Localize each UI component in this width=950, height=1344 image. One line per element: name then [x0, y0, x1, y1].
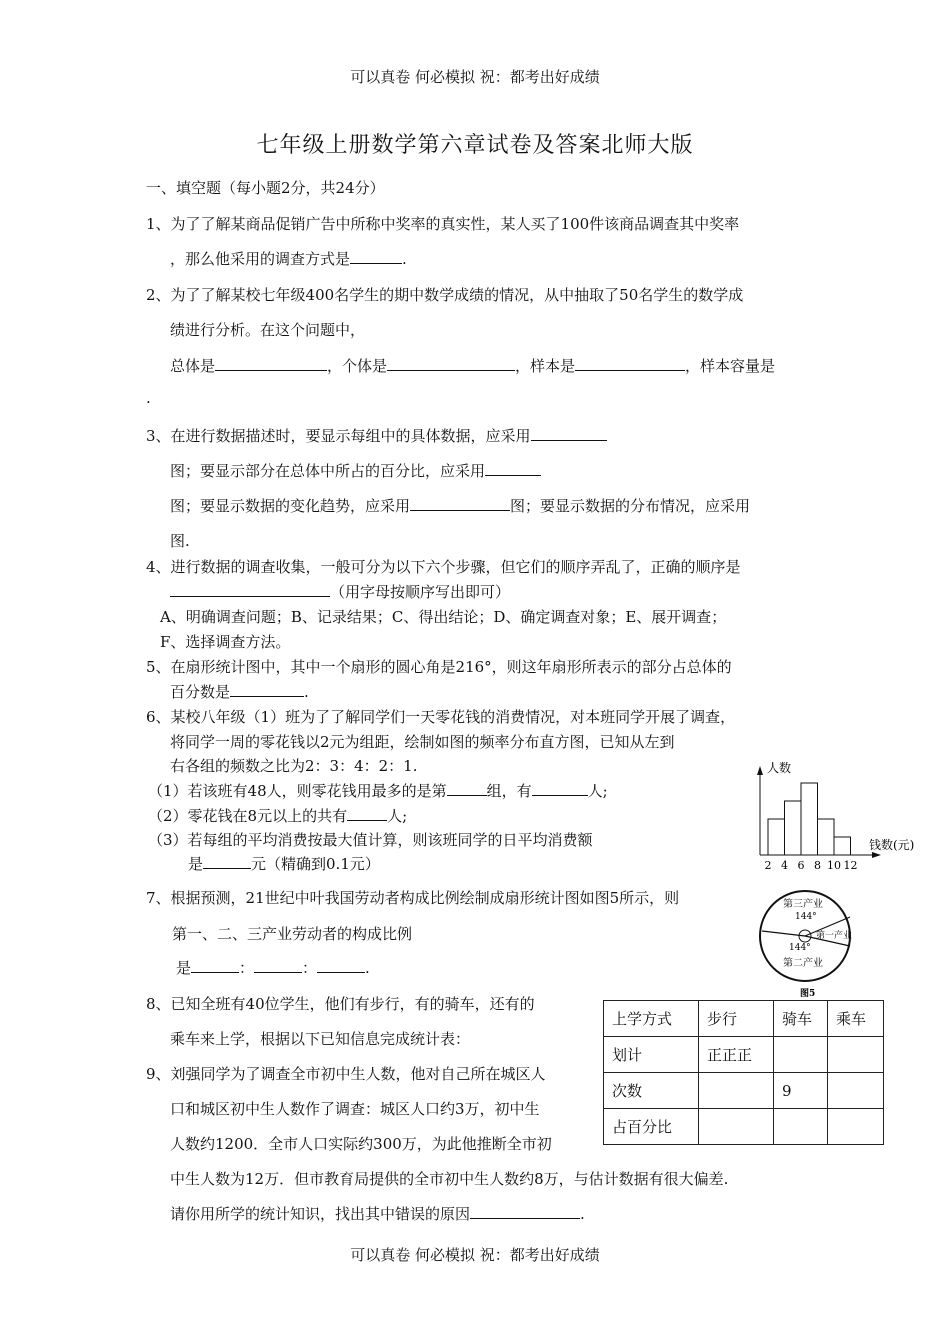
- table-cell[interactable]: [699, 1109, 774, 1145]
- page-title: 七年级上册数学第六章试卷及答案北师大版: [256, 133, 694, 158]
- pie-figure: [755, 884, 860, 1002]
- table-cell: 划计: [604, 1037, 699, 1073]
- table-header: 上学方式: [604, 1001, 699, 1037]
- q3-line2: 图；要显示部分在总体中所占的百分比，应采用: [170, 460, 541, 481]
- q9-line1: 9、刘强同学为了调查全市初中生人数，他对自己所在城区人: [146, 1065, 546, 1083]
- table-cell[interactable]: [699, 1073, 774, 1109]
- q3-line1: 3、在进行数据描述时，要显示每组中的具体数据，应采用: [146, 425, 607, 446]
- table-cell: 占百分比: [604, 1109, 699, 1145]
- q4-line3: A、明确调查问题；B、记录结果；C、得出结论；D、确定调查对象；E、展开调查；: [160, 608, 727, 626]
- table-cell[interactable]: [774, 1109, 828, 1145]
- q3-line4: 图.: [170, 532, 190, 550]
- histogram-bar: [801, 783, 818, 855]
- table-header-row: [604, 1001, 884, 1037]
- histogram-tick-label: 4: [781, 859, 788, 872]
- table-row: [604, 1109, 884, 1145]
- answer-blank[interactable]: [532, 781, 588, 796]
- q1-line1: 1、为了了解某商品促销广告中所称中奖率的真实性，某人买了100件该商品调查其中奖率: [146, 215, 740, 233]
- pie-label-second: 第二产业: [783, 958, 823, 969]
- q3-line3: 图；要显示数据的变化趋势，应采用 图；要显示数据的分布情况，应采用: [170, 497, 751, 515]
- histogram-bar: [768, 819, 785, 855]
- q6-line3: 右各组的频数之比为2：3：4：2：1.: [170, 757, 418, 775]
- page-header: 可以真卷 何必模拟 祝：都考出好成绩: [350, 68, 600, 86]
- q4-line2: （用字母按顺序写出即可）: [170, 581, 510, 602]
- q7-line3: 是 ： ： .: [176, 959, 370, 977]
- y-axis-arrow: [757, 766, 763, 775]
- table-cell: 次数: [604, 1073, 699, 1109]
- pie-angle-third: 144°: [795, 912, 817, 922]
- table-header: 步行: [699, 1001, 774, 1037]
- table-cell[interactable]: [774, 1037, 828, 1073]
- table-row: [604, 1037, 884, 1073]
- q9-line4: 中生人数为12万．但市教育局提供的全市初中生人数约8万，与估计数据有很大偏差.: [170, 1170, 729, 1188]
- answer-blank[interactable]: [531, 426, 607, 441]
- pie-angle-second: 144°: [789, 943, 811, 953]
- answer-blank[interactable]: [485, 461, 541, 476]
- table-cell[interactable]: 正正正: [699, 1037, 774, 1073]
- answer-blank[interactable]: [317, 958, 365, 973]
- answer-blank[interactable]: [230, 682, 304, 697]
- histogram-bar: [818, 819, 835, 855]
- histogram-bar: [834, 837, 851, 855]
- q6-sub1: （1）若该班有48人，则零花钱用最多的是第 组，有 人;: [148, 782, 608, 800]
- q6-line2: 将同学一周的零花钱以2元为组距，绘制如图的频率分布直方图，已知从左到: [170, 733, 675, 751]
- q5-line1: 5、在扇形统计图中，其中一个扇形的圆心角是216°，则这年扇形所表示的部分占总体的: [146, 658, 732, 676]
- answer-blank[interactable]: [215, 356, 327, 371]
- histogram-tick-label: 2: [764, 859, 772, 872]
- answer-blank[interactable]: [447, 781, 487, 796]
- q9-line2: 口和城区初中生人数作了调查：城区人口约3万，初中生: [170, 1100, 540, 1118]
- table-cell[interactable]: [828, 1037, 884, 1073]
- section-heading: 一、填空题（每小题2分，共24分）: [146, 179, 385, 197]
- q4-line4: F、选择调查方法。: [160, 633, 291, 651]
- histogram-tick-label: 8: [814, 859, 821, 872]
- answer-blank[interactable]: [203, 854, 251, 869]
- q2-line1: 2、为了了解某校七年级400名学生的期中数学成绩的情况，从中抽取了50名学生的数学成: [146, 286, 744, 304]
- answer-blank[interactable]: [347, 806, 387, 821]
- q4-line1: 4、进行数据的调查收集，一般可分为以下六个步骤，但它们的顺序弄乱了，正确的顺序是: [146, 558, 741, 576]
- table-cell[interactable]: [828, 1109, 884, 1145]
- q8-line1: 8、已知全班有40位学生，他们有步行，有的骑车，还有的: [146, 995, 535, 1013]
- page-footer: 可以真卷 何必模拟 祝：都考出好成绩: [350, 1246, 600, 1264]
- q5-line2: 百分数是 .: [170, 683, 309, 701]
- answer-blank[interactable]: [410, 496, 510, 511]
- q2-line3: 总体是 ，个体是 ，样本是 ，样本容量是: [170, 357, 776, 375]
- histogram-tick-label: 6: [797, 859, 805, 872]
- q2-line2: 绩进行分析。在这个问题中，: [170, 321, 366, 339]
- table-cell[interactable]: 9: [774, 1073, 828, 1109]
- q6-sub3: （3）若每组的平均消费按最大值计算，则该班同学的日平均消费额: [148, 831, 593, 849]
- q1-line2: ，那么他采用的调查方式是 .: [170, 250, 407, 268]
- histogram-figure: [745, 752, 930, 877]
- q9-line5: 请你用所学的统计知识，找出其中错误的原因 .: [170, 1205, 585, 1223]
- table-header: 骑车: [774, 1001, 828, 1037]
- histogram-tick-label: 12: [843, 859, 858, 872]
- q2-line4: .: [146, 389, 151, 407]
- x-axis-arrow: [872, 852, 881, 858]
- q7-line1: 7、根据预测，21世纪中叶我国劳动者构成比例绘制成扇形统计图如图5所示，则: [146, 889, 680, 907]
- q7-line2: 第一、二、三产业劳动者的构成比例: [172, 925, 413, 943]
- pie-label-first: 第一产业: [816, 931, 853, 941]
- answer-blank[interactable]: [191, 958, 239, 973]
- x-axis-label: 钱数(元): [869, 838, 915, 852]
- histogram-bar: [785, 801, 802, 855]
- q6-sub2: （2）零花钱在8元以上的共有 人;: [148, 807, 408, 825]
- answer-blank[interactable]: [170, 582, 330, 597]
- pie-label-third: 第三产业: [783, 899, 823, 910]
- answer-blank[interactable]: [575, 356, 685, 371]
- answer-blank[interactable]: [470, 1204, 580, 1219]
- stat-table: [603, 1000, 884, 1145]
- y-axis-label: 人数: [767, 761, 792, 775]
- table-cell[interactable]: [828, 1073, 884, 1109]
- answer-blank[interactable]: [254, 958, 302, 973]
- q8-line2: 乘车来上学，根据以下已知信息完成统计表：: [170, 1030, 471, 1048]
- table-row: [604, 1073, 884, 1109]
- q6-sub3-line2: 是 元（精确到0.1元）: [188, 855, 380, 873]
- pie-caption: 图5: [800, 989, 816, 999]
- q9-line3: 人数约1200．全市人口实际约300万，为此他推断全市初: [170, 1135, 552, 1153]
- histogram-tick-label: 10: [827, 859, 841, 872]
- answer-blank[interactable]: [350, 249, 402, 264]
- table-header: 乘车: [828, 1001, 884, 1037]
- answer-blank[interactable]: [387, 356, 515, 371]
- q6-line1: 6、某校八年级（1）班为了了解同学们一天零花钱的消费情况，对本班同学开展了调查，: [146, 708, 736, 726]
